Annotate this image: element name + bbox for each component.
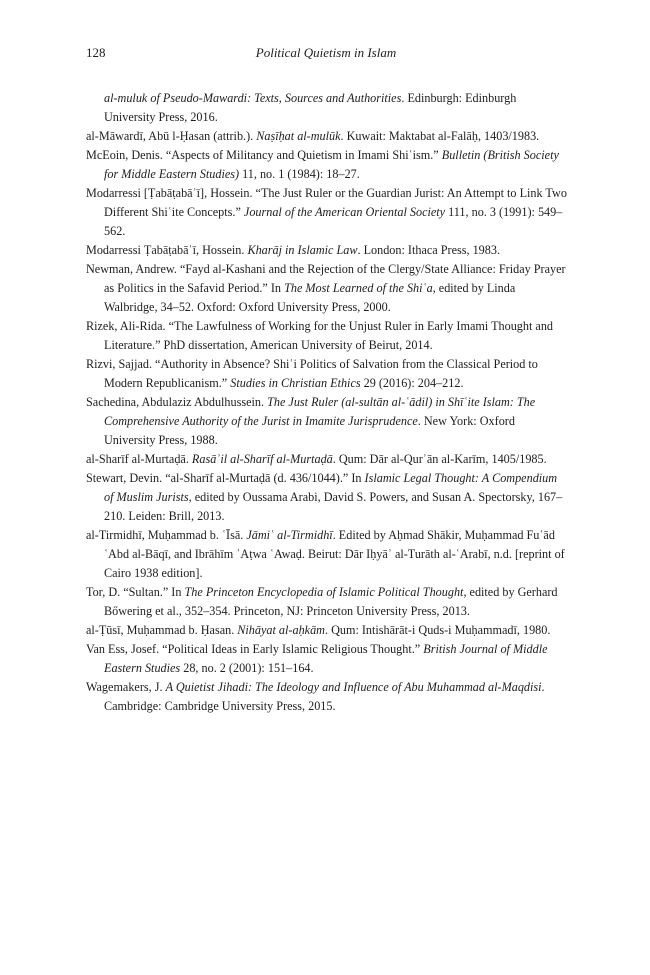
entry-text: Wagemakers, J. <box>86 680 166 694</box>
bibliography-list <box>86 89 568 716</box>
entry-text: Rizek, Ali-Rida. “The Lawfulness of Working for the Unjust Ruler in Early Imami Thought and Literature.” PhD dissertation, American University of Beirut, 2014. <box>86 319 554 352</box>
entry-text: 28, no. 2 (2001): 151–164. <box>180 661 314 675</box>
bibliography-entry <box>86 450 568 469</box>
entry-title-italic: Nihāyat al-aḥkām <box>237 623 325 637</box>
bibliography-entry <box>86 260 568 317</box>
entry-text: Modarressi [Ṭabāṭabāʾī], Hossein. “The Just Ruler or the Guardian Jurist: An Attempt to Link Two Different Shiʿite Concepts.” <box>86 186 567 219</box>
bibliography-entry <box>86 241 568 260</box>
bibliography-entry <box>86 184 568 241</box>
entry-text: Modarressi Ṭabāṭabāʾī, Hossein. <box>86 243 248 257</box>
entry-text: McEoin, Denis. “Aspects of Militancy and Quietism in Imami Shiʿism.” <box>86 148 442 162</box>
entry-text: al-Ṭūsī, Muḥammad b. Ḥasan. <box>86 623 238 637</box>
page-header <box>86 45 566 65</box>
bibliography-entry-continued <box>86 89 568 127</box>
bibliography-entry <box>86 127 568 146</box>
bibliography-entry <box>86 526 568 583</box>
entry-title-italic: Jāmiʿ al-Tirmidhī <box>246 528 333 542</box>
entry-text: al-Tirmidhī, Muḥammad b. ʿĪsā. <box>86 528 247 542</box>
entry-text: , edited by Oussama Arabi, David S. Powers, and Susan A. Spectorsky, 167–210. Leiden: Brill, 2013. <box>104 490 563 523</box>
entry-text: 29 (2016): 204–212. <box>360 376 464 390</box>
entry-text: Newman, Andrew. “Fayd al-Kashani and the Rejection of the Clergy/State Alliance: Friday Prayer as Politics in the Safavid Period.” In <box>86 262 566 295</box>
entry-title-italic: Naṣīḥat al-mulūk <box>256 129 341 143</box>
bibliography-entry <box>86 640 568 678</box>
entry-text: Van Ess, Josef. “Political Ideas in Early Islamic Religious Thought.” <box>86 642 424 656</box>
entry-title-italic: Bulletin (British Society for Middle Eastern Studies) <box>104 148 559 181</box>
entry-text: . Cambridge: Cambridge University Press, 2015. <box>104 680 545 713</box>
bibliography-entry <box>86 469 568 526</box>
entry-title-italic: The Just Ruler (al-sultān al-ʿādil) in Shīʿite Islam: The Comprehensive Authority of the Jurist in Imamite Jurisprudence <box>104 395 536 428</box>
entry-title-italic: Studies in Christian Ethics <box>230 376 361 390</box>
entry-text: . Kuwait: Maktabat al-Falāḥ, 1403/1983. <box>340 129 540 143</box>
entry-text: , edited by Linda Walbridge, 34–52. Oxford: Oxford University Press, 2000. <box>104 281 516 314</box>
entry-text: al-Māwardī, Abū l-Ḥasan (attrib.). <box>86 129 257 143</box>
page-number: 128 <box>86 45 106 60</box>
bibliography-entry <box>86 146 568 184</box>
entry-text: Stewart, Devin. “al-Sharīf al-Murtaḍā (d. 436/1044).” In <box>86 471 365 485</box>
running-title: Political Quietism in Islam <box>255 45 397 60</box>
entry-text: . Edinburgh: Edinburgh University Press, 2016. <box>104 91 517 124</box>
entry-title-italic: A Quietist Jihadi: The Ideology and Influence of Abu Muhammad al-Maqdisi <box>165 680 542 694</box>
entry-title-italic: Kharāj in Islamic Law <box>247 243 358 257</box>
bibliography-entry <box>86 317 568 355</box>
bibliography-entry <box>86 583 568 621</box>
entry-text: al-Sharīf al-Murtaḍā. <box>86 452 192 466</box>
entry-title-italic: Rasāʾil al-Sharīf al-Murtaḍā <box>191 452 333 466</box>
bibliography-entry <box>86 393 568 450</box>
entry-text: Rizvi, Sajjad. “Authority in Absence? Shiʿi Politics of Salvation from the Classical Period to Modern Republicanism.” <box>86 357 538 390</box>
entry-text: . London: Ithaca Press, 1983. <box>357 243 500 257</box>
entry-text: 11, no. 1 (1984): 18–27. <box>239 167 360 181</box>
entry-text: 111, no. 3 (1991): 549–562. <box>104 205 563 238</box>
bibliography-entry <box>86 621 568 640</box>
entry-text: . Edited by Aḥmad Shākir, Muḥammad Fuʾād ʿAbd al-Bāqī, and Ibrāhīm ʿAṭwa ʿAwaḍ. Beirut: Dār Iḥyāʾ al-Turāth al-ʿArabī, n.d. [reprint of Cairo 1938 edition]. <box>104 528 565 580</box>
entry-text: Tor, D. “Sultan.” In <box>86 585 185 599</box>
entry-title-italic: British Journal of Middle Eastern Studies <box>104 642 548 675</box>
entry-text: Sachedina, Abdulaziz Abdulhussein. <box>86 395 268 409</box>
entry-text: . New York: Oxford University Press, 1988. <box>104 414 515 447</box>
entry-title-italic: Islamic Legal Thought: A Compendium of Muslim Jurists <box>104 471 558 504</box>
entry-text: . Qum: Dār al-Qurʾān al-Karīm, 1405/1985. <box>332 452 547 466</box>
entry-text: . Qum: Intishārāt-i Quds-i Muḥammadī, 1980. <box>324 623 551 637</box>
entry-title-italic: al-muluk of Pseudo-Mawardi: Texts, Sources and Authorities <box>104 91 402 105</box>
entry-title-italic: The Most Learned of the Shiʿa <box>284 281 433 295</box>
entry-text: , edited by Gerhard Bőwering et al., 352–354. Princeton, NJ: Princeton University Press, 2013. <box>104 585 558 618</box>
entry-title-italic: The Princeton Encyclopedia of Islamic Political Thought <box>184 585 464 599</box>
entry-title-italic: Journal of the American Oriental Society <box>243 205 446 219</box>
bibliography-entry <box>86 678 568 716</box>
bibliography-entry <box>86 355 568 393</box>
